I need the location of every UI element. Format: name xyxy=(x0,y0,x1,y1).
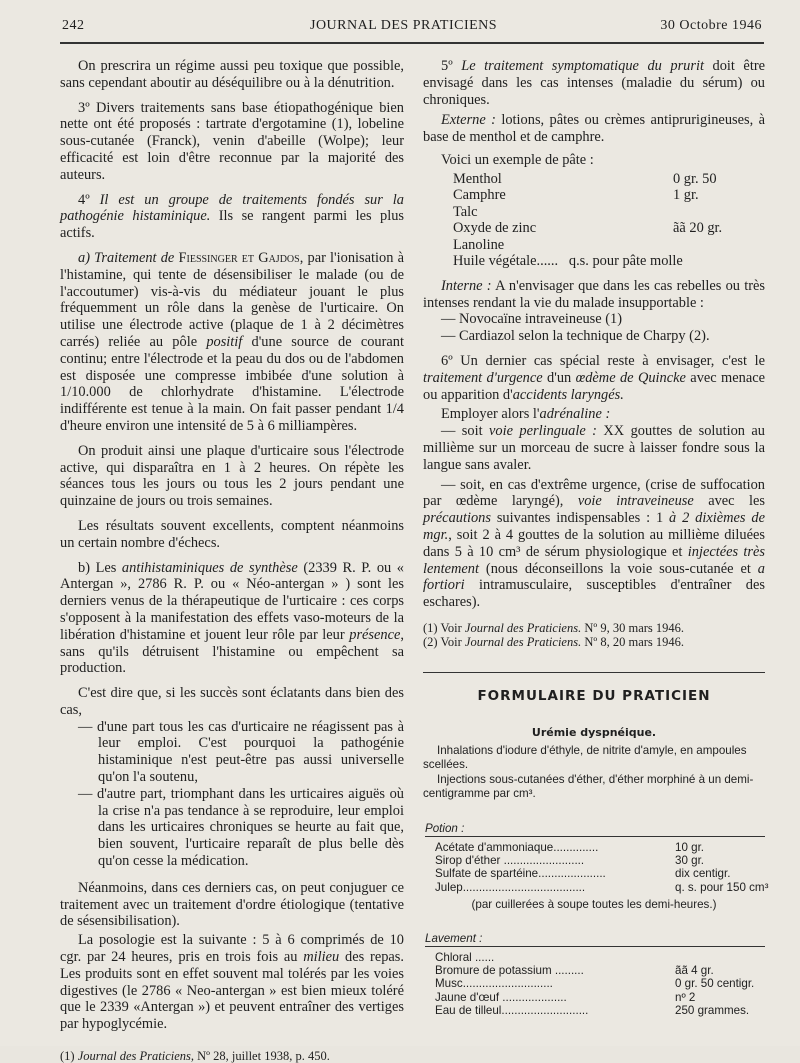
list-item: Menthol 0 gr. 50 xyxy=(453,170,717,187)
page-header xyxy=(62,16,762,40)
formulaire-title: FORMULAIRE DU PRATICIEN xyxy=(477,688,711,704)
page-number: 242 xyxy=(62,18,85,33)
lavement-table xyxy=(435,951,777,1018)
table-row: Musc............................ 0 gr. 50 centigr. xyxy=(435,977,755,991)
list-item: Camphre 1 gr. xyxy=(453,187,699,204)
table-row: Sulfate de spartéine..................... dix centigr. xyxy=(435,867,731,881)
table-row: Chloral ...... xyxy=(435,950,495,964)
paragraph: On prescrira un régime aussi peu toxique que possible, sans cependant aboutir au déséquilibre ou à la dénutrition. xyxy=(60,58,404,91)
footnote: (2) Voir Journal des Praticiens. Nº 8, 20 mars 1946. xyxy=(423,634,685,649)
paragraph: C'est dire que, si les succès sont éclatants dans bien des cas, xyxy=(60,685,404,718)
dash-item: — d'autre part, triomphant dans les urticaires aiguës où la crise n'a pas tendance à se reproduire, leur emploi dans les urticaires chroniques se heurte au fait que, bien souvent, l'urticaire reparaît de plus belle dès qu'on cesse la médication. xyxy=(78,785,404,870)
paragraph: Voici un exemple de pâte : xyxy=(441,151,594,168)
paragraph: Les résultats souvent excellents, comptent néanmoins un certain nombre d'échecs. xyxy=(60,517,404,551)
dash-item: — d'une part tous les cas d'urticaire ne réagissent pas à leur emploi. C'est pourquoi la pathogénie histaminique n'est peut-être pas aussi universelle qu'on l'a soutenu, xyxy=(78,718,404,786)
list-item: Oxyde de zinc ãã 20 gr. xyxy=(453,220,723,237)
paragraph: 3º Divers traitements sans base étiopathogénique bien nette ont été proposés : tartrate d'ergotamine (1), lobeline sous-cutanée (Franck), venin d'abeille (Wolpe); leur efficacité est loin d'être reconnue par la majorité des auteurs. xyxy=(60,99,404,183)
potion-note: (par cuillerées à soupe toutes les demi-heures.) xyxy=(471,898,717,912)
dash-item: — Cardiazol selon la technique de Charpy (2). xyxy=(441,328,710,345)
table-row: Julep...................................... q. s. pour 150 cm³ xyxy=(435,880,769,894)
formulaire-intro xyxy=(423,744,765,802)
paragraph: a) Traitement de Fiessinger et Gajdos, par l'ionisation à l'histamine, qui tente de désensibiliser le malade (ou de l'accoutumer) vis-à-vis du médiateur jouant le plus fréquemment un rôle dans la genèse de l'urticaire. On utilise une électrode active (plaque de 1 à 2 décimètres carrés) reliée au pôle positif d'une source de courant continu; entre l'électrode et la peau du dos ou de l'abdomen est disposée une compresse imbibée d'une solution à 1/10.000 de chlorhydrate d'histamine. L'électrode indifférente est tenue à la main. On fait passer pendant 1/4 d'heure environ une intensité de 5 à 6 milliampères. xyxy=(60,249,405,434)
journal-title: JOURNAL DES PRATICIENS xyxy=(310,18,498,33)
paragraph: On produit ainsi une plaque d'urticaire sous l'électrode active, qui disparaîtra en 1 à 2 heures. On répète les séances tous les jours ou tous les 2 jours pendant une quinzaine de jours ou trois semaines. xyxy=(60,442,404,510)
potion-table xyxy=(435,841,777,895)
paragraph: — soit voie perlinguale : XX gouttes de solution au millième sur un morceau de sucre à laisser fondre sous la langue sans avaler. xyxy=(423,423,765,473)
paragraph: Injections sous-cutanées d'éther, d'éther morphiné à un demi-centigramme par cm³. xyxy=(423,773,754,800)
paragraph: Externe : lotions, pâtes ou crèmes antiprurigineuses, à base de menthol et de camphre. xyxy=(423,112,765,146)
lavement-block xyxy=(423,932,765,1018)
paragraph: b) Les antihistaminiques de synthèse (2339 R. P. ou « Antergan », 2786 R. P. ou « Néo-antergan » ) sont les derniers venus de la thérapeutique de l'urticaire : ces corps s'opposent à la manifestation des effets vaso-moteurs de la libération d'histamine et jouent leur rôle par leur présence, sans qu'ils détruisent l'histamine ou empêchent sa production. xyxy=(60,559,404,677)
lavement-label: Lavement : xyxy=(425,932,765,947)
table-row: Jaune d'œuf .................... nº 2 xyxy=(435,990,696,1004)
table-row: Sirop d'éther ......................... 30 gr. xyxy=(435,854,705,867)
list-item: Talc xyxy=(453,203,478,220)
paragraph: Employer alors l'adrénaline : xyxy=(441,406,611,423)
paragraph: 4º Il est un groupe de traitements fondés sur la pathogénie histaminique. Ils se rangent parmi les plus actifs. xyxy=(60,191,404,242)
left-column xyxy=(60,58,404,1063)
paragraph: — soit, en cas d'extrême urgence, (crise de suffocation par œdème laryngé), voie intraveineuse avec les précautions suivantes indispensables : 1 à 2 dixièmes de mgr., soit 2 à 4 gouttes de la solution au millième diluées dans 5 à 10 cm³ de sérum physiologique et injectées très lentement (nous déconseillons la voie sous-cutanée et a fortiori intramusculaire, susceptibles d'entraîner des eschares). xyxy=(423,476,766,611)
paragraph: Néanmoins, dans ces derniers cas, on peut conjuguer ce traitement avec un traitement d'ordre étiologique (tentative de sésensibilisation). xyxy=(60,879,404,930)
list-item: Huile végétale...... q.s. pour pâte molle xyxy=(453,253,683,270)
table-row: Eau de tilleul........................... 250 grammes. xyxy=(435,1004,750,1018)
potion-block xyxy=(423,822,769,912)
right-column xyxy=(423,58,765,649)
potion-label: Potion : xyxy=(425,822,765,837)
footnote: (1) Journal des Praticiens, Nº 28, juillet 1938, p. 450. xyxy=(60,1049,330,1063)
list-item: Lanoline xyxy=(453,236,505,253)
dash-item: — Novocaïne intraveineuse (1) xyxy=(441,311,623,328)
issue-date: 30 Octobre 1946 xyxy=(660,18,762,33)
paragraph: 6º Un dernier cas spécial reste à envisager, c'est le traitement d'urgence d'un œdème de Quincke avec menace ou apparition d'accidents laryngés. xyxy=(423,352,765,403)
paragraph: Interne : A n'envisager que dans les cas rebelles ou très intenses rendant la vie du malade insupportable : xyxy=(423,277,765,311)
paste-recipe xyxy=(453,171,722,270)
paragraph: 5º Le traitement symptomatique du prurit doit être envisagé dans les cas intenses (maladie du sérum) ou chroniques. xyxy=(423,58,765,108)
paragraph: La posologie est la suivante : 5 à 6 comprimés de 10 cgr. par 24 heures, pris en trois fois au milieu des repas. Les produits sont en effet souvent mal tolérés par les voies digestives (le 2786 « Neo-antergan » est bien mieux toléré que le 2339 «Antergan ») et peuvent entraîner des vertiges par hypoglycémie. xyxy=(60,932,405,1033)
section-rule xyxy=(423,672,765,673)
header-rule xyxy=(60,42,764,44)
table-row: Bromure de potassium ......... ãã 4 gr. xyxy=(435,964,714,977)
formulaire-subtitle: Urémie dyspnéique. xyxy=(531,726,657,739)
paragraph: Inhalations d'iodure d'éthyle, de nitrite d'amyle, en ampoules scellées. xyxy=(423,744,747,771)
table-row: Acétate d'ammoniaque.............. 10 gr. xyxy=(435,840,705,854)
footnote: (1) Voir Journal des Praticiens. Nº 9, 30 mars 1946. xyxy=(423,620,685,635)
